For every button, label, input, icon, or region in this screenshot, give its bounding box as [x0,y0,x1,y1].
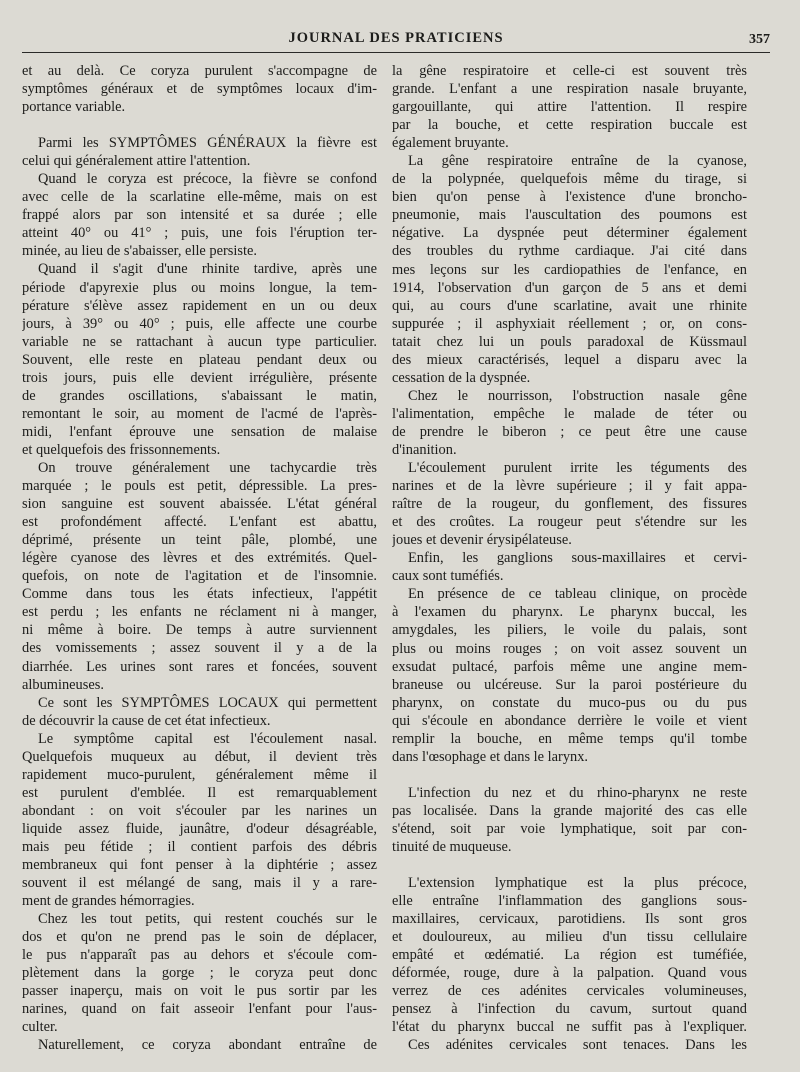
paragraph-spacer [392,856,747,874]
paragraph-spacer [22,116,377,134]
text-line: de grandes oscillations, s'abaissant le matin, [22,387,377,404]
text-line: grande. L'enfant a une respiration nasale bruyante, [392,81,747,98]
text-line: joues et devenir érysipélateuse. [392,532,572,549]
text-line: bien qu'on pense à l'existence d'une broncho- [392,189,747,206]
text-line: Comme dans tous les états infectieux, l'appétit [22,586,377,603]
text-line: Quand le coryza est précoce, la fièvre se confond [38,171,377,188]
text-line: des mieux caractérisés, lequel a disparu avec la [392,351,747,368]
text-line: avec celle de la scarlatine elle-même, mais on est [22,189,377,206]
text-line: liquide assez fluide, jaunâtre, d'odeur désagréable, [22,820,377,837]
running-header [22,30,770,52]
text-line: par la bouche, et cette respiration buccale est [392,117,747,134]
text-line: mes leçons sur les cardiopathies de l'enfance, en [392,261,747,278]
text-line: Ce sont les SYMPTÔMES LOCAUX qui permettent [38,694,377,711]
text-line: jours, à 39° ou 40° ; puis, elle affecte une courbe [22,315,377,332]
text-line: légère cyanose des lèvres et des extrémités. Quel- [22,550,377,567]
text-line: empâté et œdématié. La région est tuméfiée, [392,947,747,964]
text-line: rapidement muco-purulent, généralement même il [22,766,377,783]
text-line: trois jours, puis elle devient irrégulière, présente [22,369,377,386]
text-line: mais peu fétide ; il contient parfois des débris [22,838,377,855]
text-line: braneuse ou ulcéreuse. Sur la paroi postérieure du [392,676,747,693]
text-line: Ces adénites cervicales sont tenaces. Dans les [408,1037,747,1054]
text-line: L'écoulement purulent irrite les téguments des [408,460,747,477]
text-line: pneumonie, mais l'auscultation des poumons est [392,207,747,224]
text-line: sion sanguine est souvent abaissée. L'état général [22,496,377,513]
text-line: minée, au lieu de s'abaisser, elle persiste. [22,243,257,260]
text-line: s'étend, soit par voie lymphatique, soit par con- [392,820,747,837]
text-line: déprimé, présente un teint pâle, plombé, une [22,532,377,549]
text-line: Quelquefois muqueux au début, il devient très [22,748,377,765]
text-line: des vomissements ; assez souvent il y a de la [22,640,377,657]
text-line: et quelquefois des frissonnements. [22,441,221,458]
text-line: souvent il est mélangé de sang, mais il y a rare- [22,875,377,892]
text-line: cessation de la dyspnée. [392,369,531,386]
text-line: narines, quand on fait asseoir l'enfant pour l'aus- [22,1001,377,1018]
header-rule [22,52,770,53]
text-line: La gêne respiratoire entraîne de la cyanose, [408,153,747,170]
text-line: L'extension lymphatique est la plus précoce, [408,875,747,892]
text-line: pensez à l'infection du cavum, surtout quand [392,1001,747,1018]
text-line: symptômes généraux et de symptômes locaux d'im- [22,81,377,98]
text-line: Enfin, les ganglions sous-maxillaires et cervi- [408,550,747,567]
text-line: dos et qu'on ne prend pas le soin de déplacer, [22,929,377,946]
text-line: passer inaperçu, mais on voit le pus sortir par les [22,983,377,1000]
text-line: et au delà. Ce coryza purulent s'accompagne de [22,63,377,79]
text-line: des troubles du rythme cardiaque. J'ai cité dans [392,243,747,260]
text-line: déformée, rouge, dure à la palpation. Quand vous [392,965,747,982]
text-line: membraneux qui font penser à la diphtérie ; assez [22,857,377,874]
text-line: Souvent, elle reste en plateau pendant deux ou [22,351,377,368]
text-line: En présence de ce tableau clinique, on procède [408,586,747,603]
text-line: amygdales, les piliers, le voile du palais, sont [392,622,747,639]
text-line: de découvrir la cause de cet état infectieux. [22,712,271,729]
text-line: la gêne respiratoire et celle-ci est souvent très [392,63,747,79]
text-line: portance variable. [22,99,126,116]
text-line: plus ou moins rouges ; on voit assez souvent un [392,640,747,657]
text-line: à l'examen du pharynx. Le pharynx buccal, les [392,604,747,621]
text-line: exsudat pultacé, parfois même une angine mem- [392,658,747,675]
text-line: gargouillante, qui attire l'attention. Il respire [392,99,747,116]
text-line: celui qui généralement attire l'attention. [22,153,251,170]
text-line: Naturellement, ce coryza abondant entraîne de [38,1037,377,1054]
text-line: variable ne se rattachant à aucun type particulier. [22,333,377,350]
text-line: l'état du pharynx buccal ne suffit pas à l'expliquer. [392,1019,747,1036]
text-line: frappé alors par son intensité et sa durée ; elle [22,207,377,224]
text-line: tatait chez lui un pouls paradoxal de Küssmaul [392,333,747,350]
text-line: remplir la bouche, en même temps qu'il tombe [392,730,747,747]
journal-title: JOURNAL DES PRATICIENS [288,30,504,46]
text-line: également bruyante. [392,135,509,152]
text-line: est perdu ; les enfants ne réclament ni à manger, [22,604,377,621]
text-line: ni même à boire. De temps à autre surviennent [22,622,377,639]
text-line: dans l'œsophage et dans le larynx. [392,748,589,765]
paragraph-spacer [392,766,747,784]
text-line: Chez les tout petits, qui restent couchés sur le [38,911,377,928]
text-line: négative. La dyspnée peut déterminer également [392,225,747,242]
text-line: période d'apyrexie plus ou moins longue, la tem- [22,279,377,296]
text-line: le pus n'apparaît pas au dehors et s'écoule com- [22,947,377,964]
text-line: de la polypnée, quelquefois même du tirage, si [392,171,747,188]
text-line: maxillaires, cervicaux, parotidiens. Ils sont gros [392,911,747,928]
text-line: L'infection du nez et du rhino-pharynx ne reste [408,784,747,801]
text-line: qui s'écoule en abondance derrière le voile et vient [392,712,747,729]
text-line: caux sont tuméfiés. [392,568,504,585]
text-line: de prendre le biberon ; ce peut être une cause [392,423,747,440]
text-line: elle entraîne l'inflammation des ganglions sous- [392,893,747,910]
text-line: est profondément affecté. L'enfant est abattu, [22,514,377,531]
text-line: diarrhée. Les urines sont rares et foncées, souvent [22,658,377,675]
text-line: qui, au cours d'une scarlatine, avait une rhinite [392,297,747,314]
text-line: On trouve généralement une tachycardie très [38,459,377,476]
text-line: verrez de ces adénites cervicales volumineuses, [392,983,747,1000]
text-line: atteint 40° ou 41° ; puis, une fois l'éruption ter- [22,225,377,242]
text-line: d'inanition. [392,441,457,458]
text-line: 1914, l'observation d'un garçon de 5 ans et demi [392,279,747,296]
text-line: suppurée ; il asphyxiait réellement ; or, on cons- [392,315,747,332]
text-line: quefois, on note de l'agitation et de l'insomnie. [22,568,377,585]
text-line: narines et de la lèvre supérieure ; il y fait appa- [392,478,747,495]
text-line: abondant : on voit s'écouler par les narines un [22,802,377,819]
text-line: et douloureux, au milieu d'un tissu cellulaire [392,929,747,946]
text-line: remontant le soir, au moment de l'acmé de l'après- [22,405,377,422]
text-line: pharynx, on constate du muco-pus ou du pus [392,694,747,711]
text-line: et des croûtes. La rougeur peut s'étendre sur les [392,514,747,531]
text-line: ment de grandes hémorragies. [22,893,195,910]
text-line: Le symptôme capital est l'écoulement nasal. [38,730,377,747]
text-line: pas localisée. Dans la grande majorité des cas elle [392,802,747,819]
text-line: est purulent d'emblée. Il est remarquablement [22,784,377,801]
text-line: Chez le nourrisson, l'obstruction nasale gêne [408,387,747,404]
text-line: marquée ; le pouls est petit, dépressible. La pres- [22,478,377,495]
text-line: culter. [22,1019,58,1036]
text-line: midi, l'enfant éprouve une sensation de malaise [22,423,377,440]
text-line: pérature s'élève assez rapidement en un ou deux [22,297,377,314]
text-line: raître de la rougeur, du gonflement, des fissures [392,496,747,513]
text-line: plètement dans la gorge ; le coryza peut donc [22,965,377,982]
left-column [22,62,377,1055]
page-number: 357 [749,32,770,47]
text-line: Parmi les SYMPTÔMES GÉNÉRAUX la fièvre est [38,135,377,152]
right-column [392,62,747,1054]
text-line: tinuité de muqueuse. [392,838,512,855]
text-line: albumineuses. [22,676,104,693]
text-line: l'alimentation, empêche le malade de téter ou [392,405,747,422]
text-line: Quand il s'agit d'une rhinite tardive, après une [38,261,377,278]
